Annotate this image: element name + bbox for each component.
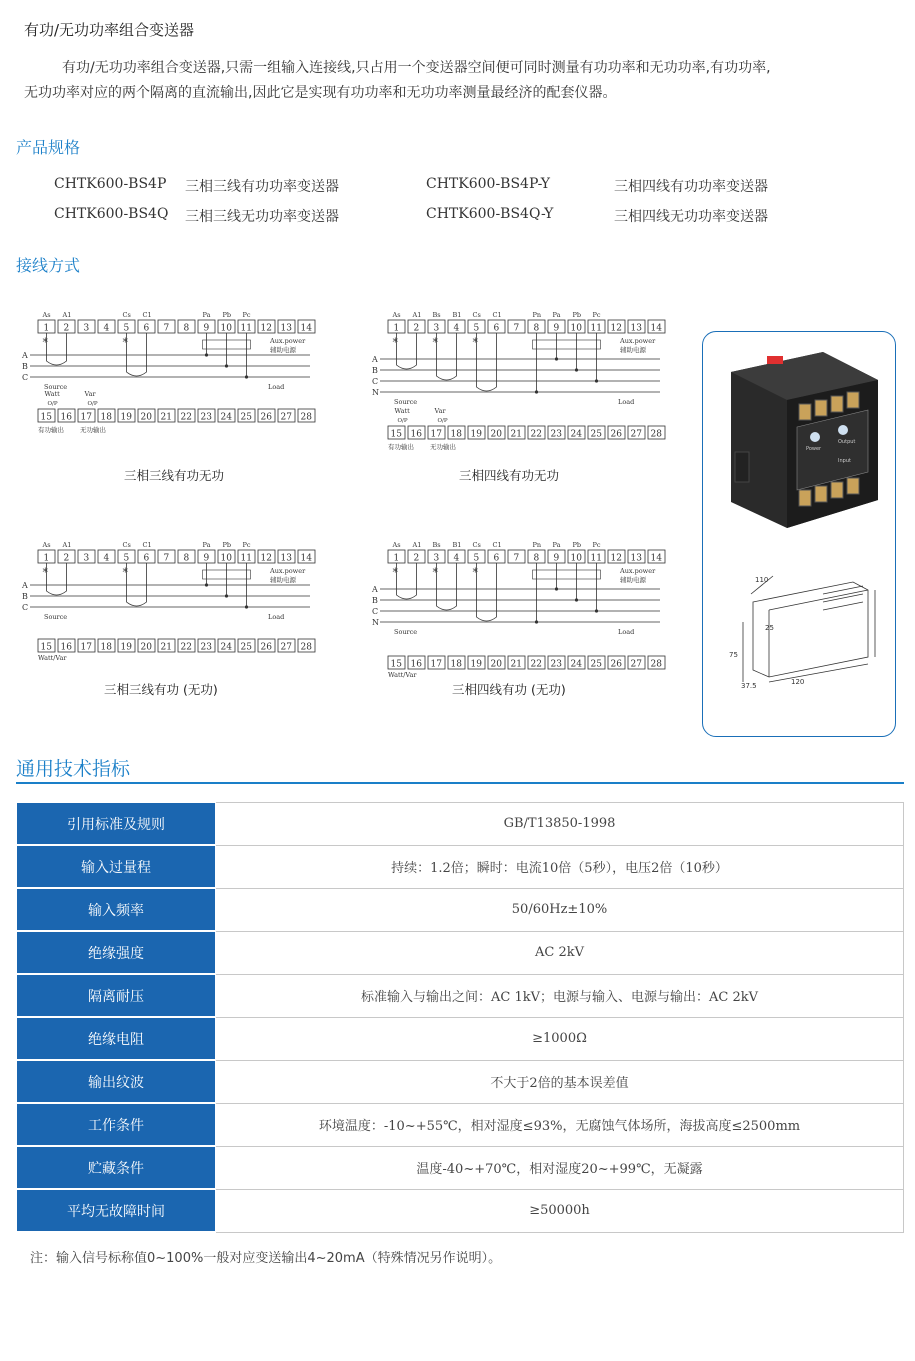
terminal-label: Pa [552,541,561,549]
terminal-label: C1 [492,311,502,319]
bottom-terminal-number: 21 [160,412,172,423]
terminal-label: As [42,311,51,319]
bottom-terminal-number: 21 [510,659,522,670]
top-terminal-number: 13 [630,553,642,564]
wiring-diagram-3w-p [20,535,320,665]
terminal-label: A1 [62,311,72,319]
polarity-mark: * [42,566,48,579]
phase-label: A [372,585,378,594]
bottom-terminal-number: 27 [280,412,292,423]
terminal-label: Pn [532,541,542,549]
top-terminal-number: 10 [570,553,582,564]
page-title: 有功/无功功率组合变送器 [24,21,195,39]
bottom-terminal-number: 18 [450,659,462,670]
terminal-label: Cs [122,311,131,319]
intro-line-2: 无功功率对应的两个隔离的直流输出,因此它是实现有功功率和无功功率测量最经济的配套仪器。 [24,85,617,101]
top-terminal-number: 4 [103,553,110,564]
top-terminal-number: 9 [553,323,560,334]
phase-label: C [22,603,29,612]
param-key: 平均无故障时间 [17,1189,216,1232]
param-key: 输入过量程 [17,845,216,888]
ct-loop [477,333,497,391]
device-label-power: Power [806,446,822,452]
top-terminal-number: 5 [123,553,130,564]
dim-75: 75 [729,651,738,659]
param-key: 绝缘强度 [17,931,216,974]
spec-model-4: CHTK600-BS4Q-Y [426,206,554,222]
phase-label: C [372,377,379,386]
top-terminal-number: 8 [183,553,190,564]
footnote: 注：输入信号标称值0~100%一般对应变送输出4~20mA（特殊情况另作说明）。 [30,1251,502,1266]
ct-loop [437,333,457,380]
watt-out-label: 有功输出 [388,443,414,451]
dim-110: 110 [755,576,769,584]
polarity-mark: * [42,336,48,349]
polarity-mark: * [472,336,478,349]
bottom-terminal-number: 15 [40,412,52,423]
top-terminal-number: 14 [300,323,312,334]
junction-dot [595,609,598,612]
terminal-label: Pa [202,541,211,549]
terminal-label: Pb [222,311,232,319]
device-photo-panel [702,331,896,737]
device-illustration [703,332,895,736]
var-out-label: 无功输出 [430,443,456,451]
bottom-terminal-number: 25 [240,642,252,653]
top-terminal-number: 4 [453,323,460,334]
bottom-terminal-number: 19 [470,429,482,440]
bottom-terminal-number: 22 [530,429,542,440]
bottom-terminal-number: 19 [120,412,132,423]
param-key: 输入频率 [17,888,216,931]
top-terminal-number: 7 [513,553,520,564]
top-terminal-number: 12 [260,553,272,564]
var-label: Var [84,390,96,398]
param-key: 绝缘电阻 [17,1017,216,1060]
terminal-label: Pa [552,311,561,319]
polarity-mark: * [432,336,438,349]
diagram-caption-2: 三相四线有功无功 [459,468,560,483]
phase-label: A [22,581,28,590]
spec-desc-3: 三相三线无功功率变送器 [185,209,339,225]
bottom-terminal-number: 15 [390,429,402,440]
table-row [17,845,904,888]
spec-desc-2: 三相四线有功功率变送器 [614,179,768,195]
load-label: Load [618,628,635,636]
top-terminal-number: 10 [570,323,582,334]
bottom-terminal-number: 28 [650,429,662,440]
table-row [17,888,904,931]
section-wiring-heading: 接线方式 [16,256,81,275]
aux-power-label: Aux.power [270,337,306,345]
polarity-mark: * [392,566,398,579]
param-key: 隔离耐压 [17,974,216,1017]
dim-120: 120 [791,678,805,686]
spec-desc-4: 三相四线无功功率变送器 [614,209,768,225]
bottom-terminal-number: 27 [280,642,292,653]
top-terminal-number: 13 [630,323,642,334]
bottom-terminal-number: 23 [550,429,562,440]
device-label-input: Input [838,458,851,464]
bottom-terminal-number: 16 [60,642,72,653]
bottom-terminal-number: 24 [570,429,582,440]
top-terminal-number: 6 [493,323,500,334]
bottom-terminal-number: 17 [430,659,442,670]
table-row [17,803,904,846]
top-terminal-number: 5 [123,323,130,334]
junction-dot [555,587,558,590]
junction-dot [245,375,248,378]
spec-desc-1: 三相三线有功功率变送器 [185,179,339,195]
terminal-label: As [392,311,401,319]
terminal-label: Bs [432,311,441,319]
top-terminal-number: 3 [433,553,440,564]
polarity-mark: * [122,566,128,579]
param-value: ≥1000Ω [216,1017,904,1060]
pt-box [533,340,601,349]
junction-dot [575,368,578,371]
watt-out-label: 有功输出 [38,426,64,434]
watt-var-label: Watt/Var [38,654,67,662]
terminal-label: C1 [142,311,152,319]
intro-text [24,56,904,106]
top-terminal-number: 3 [83,553,90,564]
transmitter-device-image [731,352,878,528]
terminal-label: B1 [452,541,462,549]
param-value: 50/60Hz±10% [216,888,904,931]
terminal-label: C1 [492,541,502,549]
top-terminal-number: 5 [473,323,480,334]
aux-power-label: Aux.power [620,567,656,575]
top-terminal-number: 11 [590,323,602,334]
watt-label: Watt [394,407,410,415]
section-specs-heading: 产品规格 [16,138,81,157]
diagram-caption-1: 三相三线有功无功 [124,468,225,483]
top-terminal-number: 14 [300,553,312,564]
junction-dot [225,364,228,367]
terminal-label: A1 [412,311,422,319]
aux-power-label: Aux.power [270,567,306,575]
op-label: O/P [397,418,408,424]
pt-box [533,570,601,579]
phase-label: C [372,607,379,616]
bottom-terminal-number: 28 [300,412,312,423]
phase-label: B [372,596,378,605]
bottom-terminal-number: 25 [590,429,602,440]
load-label: Load [268,613,285,621]
ct-loop [47,333,67,365]
phase-label: B [22,592,28,601]
ct-loop [477,563,497,621]
bottom-terminal-number: 17 [80,412,92,423]
top-terminal-number: 1 [393,323,400,334]
bottom-terminal-number: 26 [610,429,622,440]
junction-dot [205,583,208,586]
junction-dot [575,598,578,601]
bottom-terminal-number: 22 [180,412,192,423]
top-terminal-number: 8 [533,553,540,564]
top-terminal-number: 3 [83,323,90,334]
table-row [17,974,904,1017]
top-terminal-number: 9 [203,553,210,564]
phase-label: A [22,351,28,360]
phase-label: C [22,373,29,382]
top-terminal-number: 2 [63,323,70,334]
spec-model-2: CHTK600-BS4P-Y [426,176,551,192]
top-terminal-number: 7 [163,553,170,564]
param-key: 引用标准及规则 [17,803,216,846]
tech-heading-rule [16,782,904,784]
table-row [17,1060,904,1103]
bottom-terminal-number: 24 [570,659,582,670]
top-terminal-number: 13 [280,553,292,564]
param-value: ≥50000h [216,1189,904,1232]
load-label: Load [268,383,285,391]
bottom-terminal-number: 25 [590,659,602,670]
intro-line-1: 有功/无功功率组合变送器,只需一组输入连接线,只占用一个变送器空间便可同时测量有功功率和无功功率,有功功率, [62,60,771,76]
ct-loop [397,333,417,369]
var-label: Var [434,407,446,415]
terminal-label: Pb [572,311,582,319]
phase-label: A [372,355,378,364]
top-terminal-number: 11 [240,323,252,334]
dim-25: 25 [765,624,774,632]
diagram-caption-3: 三相三线有功 (无功) [104,682,218,697]
terminal-label: Pb [572,541,582,549]
table-row [17,1189,904,1232]
bottom-terminal-number: 17 [430,429,442,440]
polarity-mark: * [432,566,438,579]
top-terminal-number: 12 [610,323,622,334]
param-key: 工作条件 [17,1103,216,1146]
top-terminal-number: 2 [413,553,420,564]
aux-power-label-cn: 辅助电源 [270,346,296,354]
dimension-drawing [743,576,875,682]
top-terminal-number: 6 [143,323,150,334]
source-label: Source [44,613,68,621]
top-terminal-number: 1 [393,553,400,564]
bottom-terminal-number: 16 [60,412,72,423]
bottom-terminal-number: 22 [530,659,542,670]
bottom-terminal-number: 26 [260,412,272,423]
bottom-terminal-number: 28 [300,642,312,653]
top-terminal-number: 8 [533,323,540,334]
terminal-label: A1 [412,541,422,549]
source-label: Source [394,398,418,406]
top-terminal-number: 5 [473,553,480,564]
section-tech-heading: 通用技术指标 [16,758,131,780]
param-value: 温度-40~+70℃，相对湿度20~+99℃，无凝露 [216,1146,904,1189]
top-terminal-number: 12 [260,323,272,334]
phase-label: B [372,366,378,375]
bottom-terminal-number: 18 [100,642,112,653]
param-value: AC 2kV [216,931,904,974]
table-row [17,931,904,974]
terminal-label: A1 [62,541,72,549]
bottom-terminal-number: 22 [180,642,192,653]
terminal-label: Pc [592,311,601,319]
bottom-terminal-number: 21 [160,642,172,653]
top-terminal-number: 7 [163,323,170,334]
table-row [17,1017,904,1060]
bottom-terminal-number: 15 [40,642,52,653]
top-terminal-number: 7 [513,323,520,334]
source-label: Source [394,628,418,636]
top-terminal-number: 8 [183,323,190,334]
top-terminal-number: 9 [553,553,560,564]
junction-dot [535,390,538,393]
param-key: 贮藏条件 [17,1146,216,1189]
top-terminal-number: 14 [650,323,662,334]
aux-power-label-cn: 辅助电源 [270,576,296,584]
terminal-label: B1 [452,311,462,319]
top-terminal-number: 1 [43,553,50,564]
bottom-terminal-number: 16 [410,429,422,440]
terminal-label: Cs [472,311,481,319]
terminal-label: Pc [242,541,251,549]
top-terminal-number: 3 [433,323,440,334]
watt-label: Watt [44,390,60,398]
table-row [17,1146,904,1189]
top-terminal-number: 11 [240,553,252,564]
param-key: 输出纹波 [17,1060,216,1103]
bottom-terminal-number: 23 [200,642,212,653]
param-value: GB/T13850-1998 [216,803,904,846]
terminal-label: As [42,541,51,549]
junction-dot [245,605,248,608]
op-label: O/P [437,418,448,424]
bottom-terminal-number: 20 [490,429,502,440]
device-label-output: Output [838,439,856,445]
bottom-terminal-number: 23 [200,412,212,423]
op-label: O/P [87,401,98,407]
ct-loop [127,563,147,606]
top-terminal-number: 4 [103,323,110,334]
phase-label: N [372,618,379,627]
bottom-terminal-number: 24 [220,642,232,653]
top-terminal-number: 11 [590,553,602,564]
wiring-diagram-3w-pq [20,305,320,455]
bottom-terminal-number: 28 [650,659,662,670]
ct-loop [127,333,147,376]
var-out-label: 无功输出 [80,426,106,434]
bottom-terminal-number: 20 [140,642,152,653]
tech-spec-table [16,802,904,1233]
terminal-label: Pa [202,311,211,319]
top-terminal-number: 2 [63,553,70,564]
diagram-caption-4: 三相四线有功 (无功) [452,682,566,697]
bottom-terminal-number: 19 [470,659,482,670]
junction-dot [205,353,208,356]
polarity-mark: * [392,336,398,349]
bottom-terminal-number: 19 [120,642,132,653]
top-terminal-number: 6 [143,553,150,564]
wiring-diagram-4w-pq [370,305,670,455]
op-label: O/P [47,401,58,407]
bottom-terminal-number: 25 [240,412,252,423]
bottom-terminal-number: 18 [100,412,112,423]
terminal-label: Bs [432,541,441,549]
bottom-terminal-number: 27 [630,429,642,440]
bottom-terminal-number: 26 [610,659,622,670]
load-label: Load [618,398,635,406]
terminal-label: Cs [122,541,131,549]
bottom-terminal-number: 27 [630,659,642,670]
param-value: 不大于2倍的基本误差值 [216,1060,904,1103]
phase-label: B [22,362,28,371]
terminal-label: Pc [592,541,601,549]
bottom-terminal-number: 20 [490,659,502,670]
spec-model-3: CHTK600-BS4Q [54,206,169,222]
top-terminal-number: 4 [453,553,460,564]
top-terminal-number: 2 [413,323,420,334]
top-terminal-number: 9 [203,323,210,334]
top-terminal-number: 10 [220,323,232,334]
top-terminal-number: 6 [493,553,500,564]
param-value: 标准输入与输出之间：AC 1kV；电源与输入、电源与输出：AC 2kV [216,974,904,1017]
spec-model-1: CHTK600-BS4P [54,176,167,192]
bottom-terminal-number: 15 [390,659,402,670]
junction-dot [225,594,228,597]
bottom-terminal-number: 20 [140,412,152,423]
ct-loop [397,563,417,599]
junction-dot [535,620,538,623]
bottom-terminal-number: 24 [220,412,232,423]
dim-37-5: 37.5 [741,682,757,690]
aux-power-label: Aux.power [620,337,656,345]
terminal-label: C1 [142,541,152,549]
source-label: Source [44,383,68,391]
bottom-terminal-number: 18 [450,429,462,440]
param-value: 环境温度：-10~+55℃，相对湿度≤93%，无腐蚀气体场所，海拔高度≤2500mm [216,1103,904,1146]
bottom-terminal-number: 16 [410,659,422,670]
bottom-terminal-number: 23 [550,659,562,670]
ct-loop [437,563,457,610]
bottom-terminal-number: 21 [510,429,522,440]
top-terminal-number: 14 [650,553,662,564]
watt-var-label: Watt/Var [388,671,417,679]
top-terminal-number: 10 [220,553,232,564]
polarity-mark: * [122,336,128,349]
terminal-label: Pc [242,311,251,319]
table-row [17,1103,904,1146]
param-value: 持续：1.2倍；瞬时：电流10倍（5秒），电压2倍（10秒） [216,845,904,888]
wiring-diagram-4w-p [370,535,670,685]
bottom-terminal-number: 26 [260,642,272,653]
terminal-label: Pb [222,541,232,549]
terminal-label: As [392,541,401,549]
ct-loop [47,563,67,595]
top-terminal-number: 1 [43,323,50,334]
terminal-label: Pn [532,311,542,319]
bottom-terminal-number: 17 [80,642,92,653]
top-terminal-number: 13 [280,323,292,334]
terminal-label: Cs [472,541,481,549]
top-terminal-number: 12 [610,553,622,564]
aux-power-label-cn: 辅助电源 [620,576,646,584]
aux-power-label-cn: 辅助电源 [620,346,646,354]
junction-dot [595,379,598,382]
junction-dot [555,357,558,360]
polarity-mark: * [472,566,478,579]
phase-label: N [372,388,379,397]
